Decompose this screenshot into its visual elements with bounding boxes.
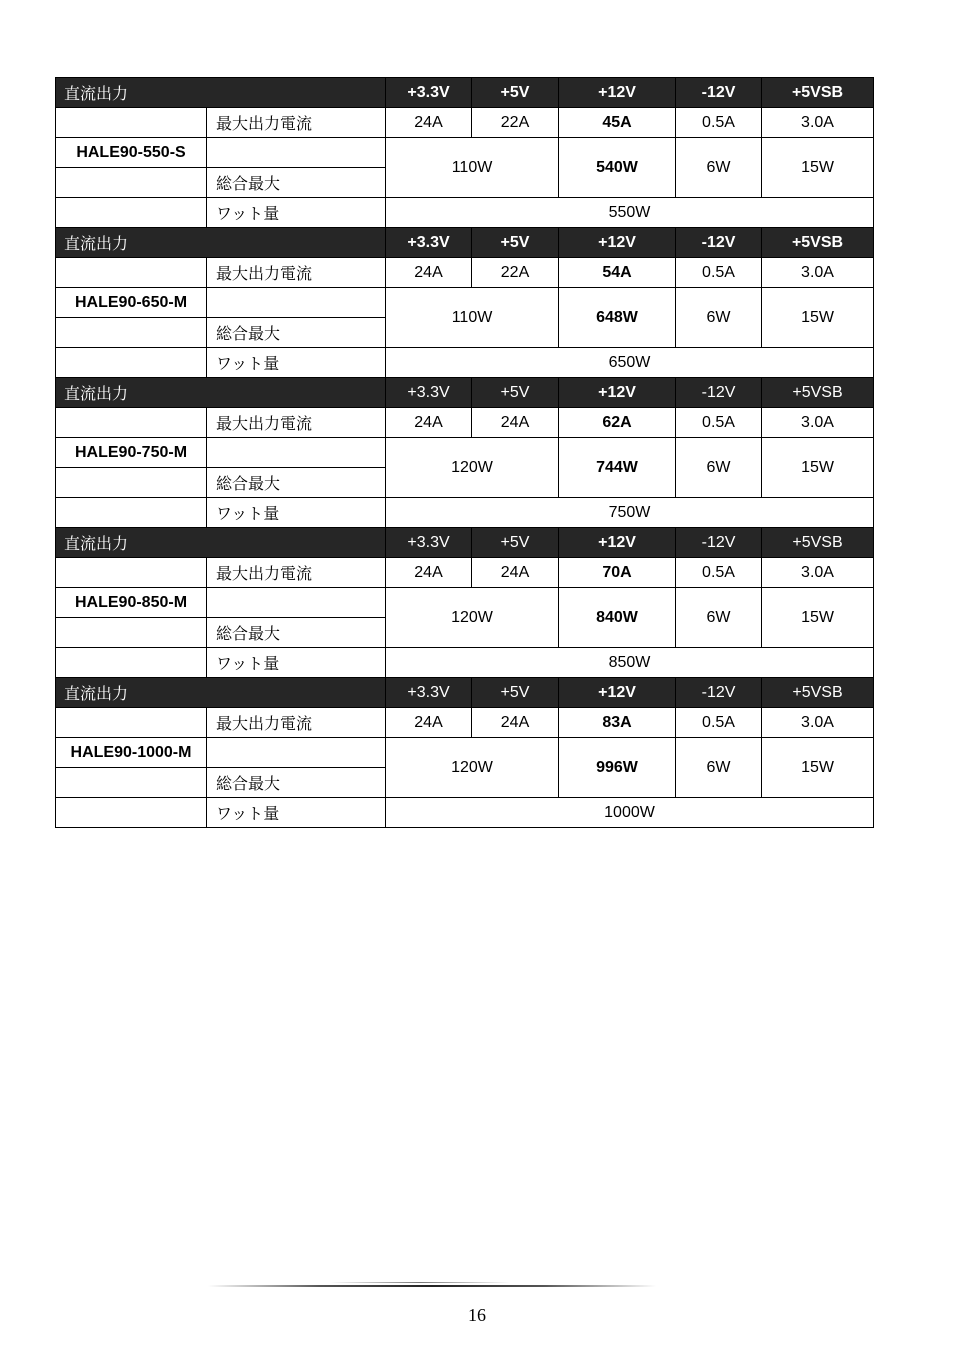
empty-cell [56, 348, 207, 378]
empty-cell [56, 558, 207, 588]
combined-max-label: 総合最大 [207, 768, 386, 798]
dc-output-label: 直流出力 [56, 78, 386, 108]
wattage-value: 550W [386, 198, 874, 228]
wattage-value: 850W [386, 648, 874, 678]
col-5v: +5V [472, 528, 559, 558]
col-12v: +12V [559, 528, 676, 558]
combined-3v3-5v: 110W [386, 288, 559, 348]
wattage-value: 750W [386, 498, 874, 528]
empty-cell [207, 138, 386, 168]
combined-neg12v: 6W [676, 288, 762, 348]
dc-output-header-row [56, 78, 874, 108]
current-5vsb: 3.0A [762, 408, 874, 438]
max-current-label: 最大出力電流 [207, 558, 386, 588]
col-5v: +5V [472, 678, 559, 708]
col-12v: +12V [559, 678, 676, 708]
combined-5vsb: 15W [762, 288, 874, 348]
wattage-label: ワット量 [207, 348, 386, 378]
current-12v: 62A [559, 408, 676, 438]
current-12v: 45A [559, 108, 676, 138]
empty-cell [207, 588, 386, 618]
combined-neg12v: 6W [676, 438, 762, 498]
current-5vsb: 3.0A [762, 108, 874, 138]
dc-output-label: 直流出力 [56, 678, 386, 708]
combined-12v: 840W [559, 588, 676, 648]
current-3v3: 24A [386, 408, 472, 438]
combined-5vsb: 15W [762, 588, 874, 648]
dc-output-header-row [56, 228, 874, 258]
col-neg12v: -12V [676, 78, 762, 108]
current-neg12v: 0.5A [676, 708, 762, 738]
empty-cell [56, 768, 207, 798]
model-row [56, 738, 874, 768]
current-3v3: 24A [386, 708, 472, 738]
wattage-label: ワット量 [207, 798, 386, 828]
combined-neg12v: 6W [676, 588, 762, 648]
wattage-row [56, 648, 874, 678]
model-name: HALE90-850-M [56, 588, 207, 618]
empty-cell [56, 108, 207, 138]
model-row [56, 438, 874, 468]
empty-cell [207, 438, 386, 468]
model-row [56, 288, 874, 318]
col-neg12v: -12V [676, 528, 762, 558]
wattage-value: 1000W [386, 798, 874, 828]
empty-cell [56, 498, 207, 528]
empty-cell [207, 738, 386, 768]
empty-cell [56, 168, 207, 198]
col-12v: +12V [559, 228, 676, 258]
current-5v: 24A [472, 558, 559, 588]
current-12v: 83A [559, 708, 676, 738]
current-neg12v: 0.5A [676, 558, 762, 588]
current-12v: 54A [559, 258, 676, 288]
combined-3v3-5v: 120W [386, 588, 559, 648]
wattage-label: ワット量 [207, 648, 386, 678]
combined-neg12v: 6W [676, 138, 762, 198]
model-name: HALE90-1000-M [56, 738, 207, 768]
empty-cell [56, 318, 207, 348]
psu-spec-table [55, 77, 874, 828]
col-5vsb: +5VSB [762, 528, 874, 558]
dc-output-header-row [56, 528, 874, 558]
empty-cell [207, 288, 386, 318]
combined-5vsb: 15W [762, 738, 874, 798]
current-12v: 70A [559, 558, 676, 588]
combined-12v: 540W [559, 138, 676, 198]
col-3v3: +3.3V [386, 378, 472, 408]
combined-12v: 648W [559, 288, 676, 348]
current-3v3: 24A [386, 558, 472, 588]
current-5v: 22A [472, 258, 559, 288]
current-5v: 24A [472, 708, 559, 738]
empty-cell [56, 198, 207, 228]
current-neg12v: 0.5A [676, 108, 762, 138]
col-12v: +12V [559, 78, 676, 108]
col-5vsb: +5VSB [762, 78, 874, 108]
wattage-value: 650W [386, 348, 874, 378]
col-3v3: +3.3V [386, 228, 472, 258]
wattage-label: ワット量 [207, 498, 386, 528]
empty-cell [56, 408, 207, 438]
max-current-label: 最大出力電流 [207, 708, 386, 738]
combined-5vsb: 15W [762, 138, 874, 198]
model-name: HALE90-750-M [56, 438, 207, 468]
current-5vsb: 3.0A [762, 708, 874, 738]
current-5v: 22A [472, 108, 559, 138]
current-5v: 24A [472, 408, 559, 438]
combined-max-label: 総合最大 [207, 318, 386, 348]
dc-output-header-row [56, 678, 874, 708]
combined-12v: 744W [559, 438, 676, 498]
wattage-row [56, 798, 874, 828]
col-neg12v: -12V [676, 228, 762, 258]
current-3v3: 24A [386, 258, 472, 288]
empty-cell [56, 258, 207, 288]
combined-max-label: 総合最大 [207, 168, 386, 198]
combined-3v3-5v: 120W [386, 738, 559, 798]
col-neg12v: -12V [676, 378, 762, 408]
combined-neg12v: 6W [676, 738, 762, 798]
empty-cell [56, 798, 207, 828]
col-neg12v: -12V [676, 678, 762, 708]
model-row [56, 588, 874, 618]
max-current-row [56, 708, 874, 738]
wattage-row [56, 498, 874, 528]
current-5vsb: 3.0A [762, 558, 874, 588]
col-5v: +5V [472, 378, 559, 408]
col-5vsb: +5VSB [762, 378, 874, 408]
combined-max-label: 総合最大 [207, 468, 386, 498]
combined-5vsb: 15W [762, 438, 874, 498]
col-5vsb: +5VSB [762, 228, 874, 258]
max-current-row [56, 408, 874, 438]
current-5vsb: 3.0A [762, 258, 874, 288]
empty-cell [56, 708, 207, 738]
combined-3v3-5v: 110W [386, 138, 559, 198]
col-5vsb: +5VSB [762, 678, 874, 708]
col-3v3: +3.3V [386, 678, 472, 708]
max-current-row [56, 108, 874, 138]
current-neg12v: 0.5A [676, 258, 762, 288]
wattage-row [56, 198, 874, 228]
max-current-label: 最大出力電流 [207, 408, 386, 438]
wattage-row [56, 348, 874, 378]
dc-output-label: 直流出力 [56, 378, 386, 408]
page-number: 16 [468, 1305, 486, 1325]
combined-12v: 996W [559, 738, 676, 798]
col-5v: +5V [472, 78, 559, 108]
combined-max-label: 総合最大 [207, 618, 386, 648]
col-12v: +12V [559, 378, 676, 408]
combined-3v3-5v: 120W [386, 438, 559, 498]
wattage-label: ワット量 [207, 198, 386, 228]
dc-output-header-row [56, 378, 874, 408]
empty-cell [56, 618, 207, 648]
empty-cell [56, 468, 207, 498]
col-3v3: +3.3V [386, 528, 472, 558]
current-neg12v: 0.5A [676, 408, 762, 438]
model-name: HALE90-550-S [56, 138, 207, 168]
current-3v3: 24A [386, 108, 472, 138]
max-current-label: 最大出力電流 [207, 108, 386, 138]
dc-output-label: 直流出力 [56, 528, 386, 558]
footer-divider-accent [330, 1282, 510, 1283]
max-current-row [56, 558, 874, 588]
max-current-row [56, 258, 874, 288]
footer-divider [208, 1285, 656, 1287]
max-current-label: 最大出力電流 [207, 258, 386, 288]
model-row [56, 138, 874, 168]
col-5v: +5V [472, 228, 559, 258]
model-name: HALE90-650-M [56, 288, 207, 318]
empty-cell [56, 648, 207, 678]
dc-output-label: 直流出力 [56, 228, 386, 258]
col-3v3: +3.3V [386, 78, 472, 108]
